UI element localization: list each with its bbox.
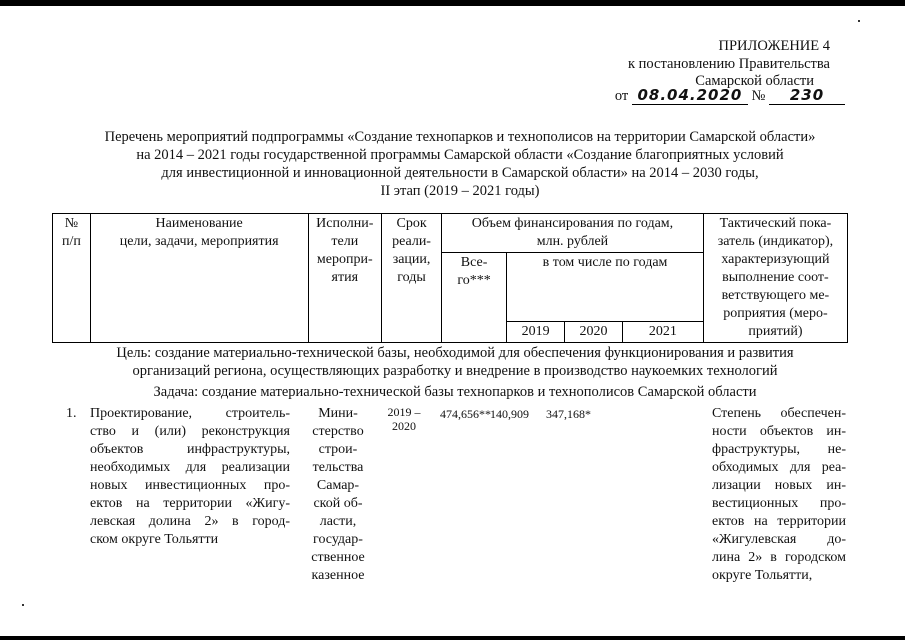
header-year-2019: 2019 (507, 322, 565, 343)
title-line: Перечень мероприятий подпрограммы «Создание технопарков и технополисов на территории Самарской области» (104, 129, 816, 145)
appendix-header (530, 38, 830, 91)
number-label: № (751, 88, 766, 104)
row-name: Проектирование, строитель- ство и (или) реконструкция объектов инфраструктуры, необходимых для реализации новых инвестиционных про- ектов на территории «Жигу- левская долина 2» в город- ском округе Тольятти (90, 406, 290, 547)
scan-speck (858, 20, 860, 22)
document-title (60, 128, 860, 200)
row-2019: 140,909 (490, 407, 529, 421)
header-including: в том числе по годам (507, 253, 704, 322)
scan-bottom-border (0, 636, 905, 640)
goal-text: Цель: создание материально-технической базы, необходимой для обеспечения функционирования и развития организаций региона, осуществляющих разработку и внедрение в производство наукоемких технологий (116, 345, 794, 379)
decree-signature-line (615, 86, 845, 105)
scan-top-border (0, 0, 905, 6)
header-total: Все- го*** (442, 253, 507, 343)
appendix-region: Самарской области (695, 73, 814, 89)
header-num: № п/п (53, 214, 91, 343)
handwritten-date: 08.04.2020 (632, 86, 748, 105)
row-total: 474,656** (440, 407, 491, 421)
title-line: на 2014 – 2021 годы государственной программы Самарской области «Создание благоприятных условий (136, 147, 784, 163)
row-number: 1. (66, 406, 77, 421)
scan-speck (22, 604, 24, 606)
header-term: Срок реали- зации, годы (382, 214, 442, 343)
header-year-2020: 2020 (565, 322, 623, 343)
table-header (52, 213, 848, 343)
appendix-title: ПРИЛОЖЕНИЕ 4 (718, 38, 830, 54)
row-indicator: Степень обеспечен- ности объектов ин- фраструктуры, не- обходимых для реа- лизации новых ин- вестиционных про- ектов на территории «Жигулевская до- лина 2» в городском округе Тольятти, (712, 406, 846, 583)
header-year-2021: 2021 (622, 322, 703, 343)
header-financing: Объем финансирования по годам, млн. рублей (442, 214, 704, 253)
title-line: для инвестиционной и инновационной деятельности в Самарской области» на 2014 – 2030 годы, (161, 165, 759, 181)
row-term: 2019 – 2020 (387, 405, 421, 433)
title-line: II этап (2019 – 2021 годы) (380, 183, 540, 199)
task-text: Задача: создание материально-технической базы технопарков и технополисов Самарской области (153, 384, 757, 400)
header-indicator: Тактический пока- затель (индикатор), характеризующий выполнение соот- ветствующего ме- роприятия (меро- приятий) (703, 214, 847, 343)
appendix-subtitle: к постановлению Правительства (628, 55, 830, 72)
header-name: Наименование цели, задачи, мероприятия (90, 214, 308, 343)
from-label: от (614, 88, 629, 104)
row-executor: Мини- стерство строи- тельства Самар- ской об- ласти, государ- ственное казенное (311, 406, 365, 583)
header-executors: Исполни- тели меропри- ятия (308, 214, 382, 343)
row-2020: 347,168* (546, 407, 591, 421)
handwritten-number: 230 (769, 86, 845, 105)
